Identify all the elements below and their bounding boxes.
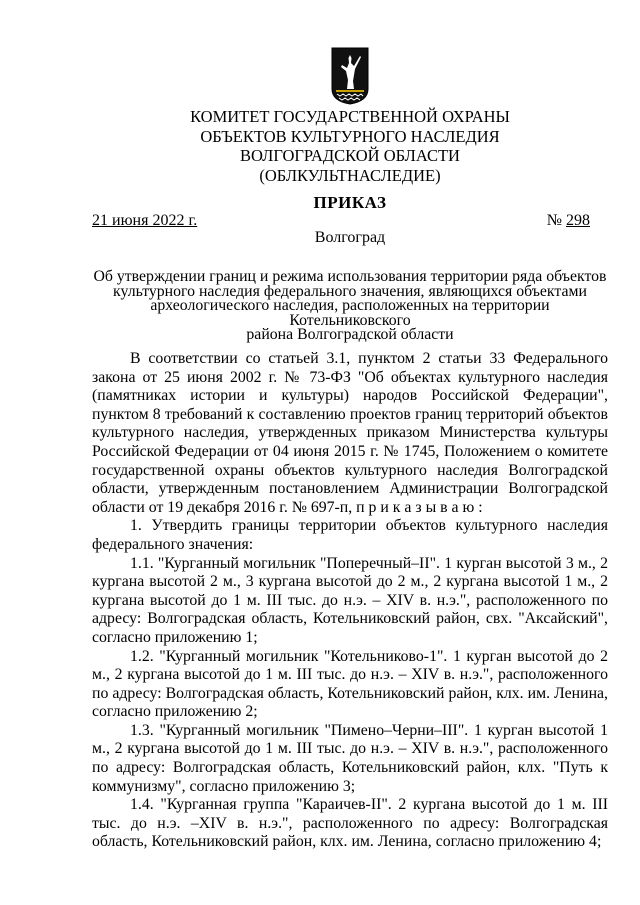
number-prefix: № [546, 212, 566, 229]
order-item-1: 1. Утвердить границы территории объектов культурного наследия федерального значения: [92, 517, 608, 553]
subject-line-2: культурного наследия федерального значения, являющихся объектами [113, 282, 587, 300]
authority-line-2: ОБЪЕКТОВ КУЛЬТУРНОГО НАСЛЕДИЯ [200, 126, 500, 146]
coat-of-arms-icon [331, 47, 369, 105]
document-date: 21 июня 2022 г. [92, 212, 198, 229]
order-item-1-1: 1.1. "Курганный могильник "Поперечный–II". 1 курган высотой 3 м., 2 кургана высотой 2 м., 3 кургана высотой до 2 м., 2 кургана высотой 1 м., 2 кургана высотой до 1 м. III тыс. до н.э. – XIV в. н.э.", расположенного по адресу: Волгоградская область, Котельниковский район, свх. "Аксайский", согласно приложению 1; [92, 554, 608, 646]
authority-line-4: (ОБЛКУЛЬТНАСЛЕДИЕ) [259, 165, 441, 185]
document-city: Волгоград [314, 229, 386, 246]
order-item-1-2: 1.2. "Курганный могильник "Котельниково-1". 1 курган высотой до 2 м., 2 кургана высотой до 1 м. III тыс. до н.э. – XIV в. н.э.", расположенного по адресу: Волгоградская область, Котельниковский район, клх. им. Ленина, согласно приложению 2; [92, 647, 608, 721]
preamble-paragraph: В соответствии со статьей 3.1, пунктом 2 статьи 33 Федерального закона от 25 июня 2002 г. № 73-ФЗ "Об объектах культурного наследия (памятниках истории и культуры) народов Российской Федерации", пунктом 8 требований к составлению проектов границ территорий объектов культурного наследия, утвержденных приказом Министерства культуры Российской Федерации от 04 июня 2015 г. № 1745, Положением о комитете государственной охраны объектов культурного наследия Волгоградской области, утвержденным постановлением Администрации Волгоградской области от 19 декабря 2016 г. № 697-п, п р и к а з ы в а ю : [92, 350, 608, 516]
order-item-1-3: 1.3. "Курганный могильник "Пимено–Черни–III". 1 курган высотой 1 м., 2 кургана высотой до 1 м. III тыс. до н.э. – XIV в. н.э.", расположенного по адресу: Волгоградская область, Котельниковский район, клх. "Путь к коммунизму", согласно приложению 3; [92, 721, 608, 795]
authority-line-1: КОМИТЕТ ГОСУДАРСТВЕННОЙ ОХРАНЫ [190, 107, 510, 126]
subject-line-4: района Волгоградской области [246, 326, 454, 343]
issuing-authority [150, 107, 550, 185]
order-item-1-4: 1.4. "Курганная группа "Караичев-II". 2 кургана высотой до 1 м. III тыс. до н.э. –XIV в. н.э.", расположенного по адресу: Волгоградская область, Котельниковский район, клх. им. Ленина, согласно приложению 4; [92, 796, 608, 851]
document-subject [92, 270, 608, 343]
document-title: ПРИКАЗ [313, 193, 387, 212]
document-number [547, 212, 590, 230]
authority-line-3: ВОЛГОГРАДСКОЙ ОБЛАСТИ [240, 146, 460, 165]
number-value: 298 [566, 212, 590, 229]
subject-line-3: археологического наследия, расположенных на территории Котельниковского [150, 297, 550, 329]
document-body [92, 350, 608, 852]
subject-line-1: Об утверждении границ и режима использования территории ряда объектов [93, 268, 607, 285]
